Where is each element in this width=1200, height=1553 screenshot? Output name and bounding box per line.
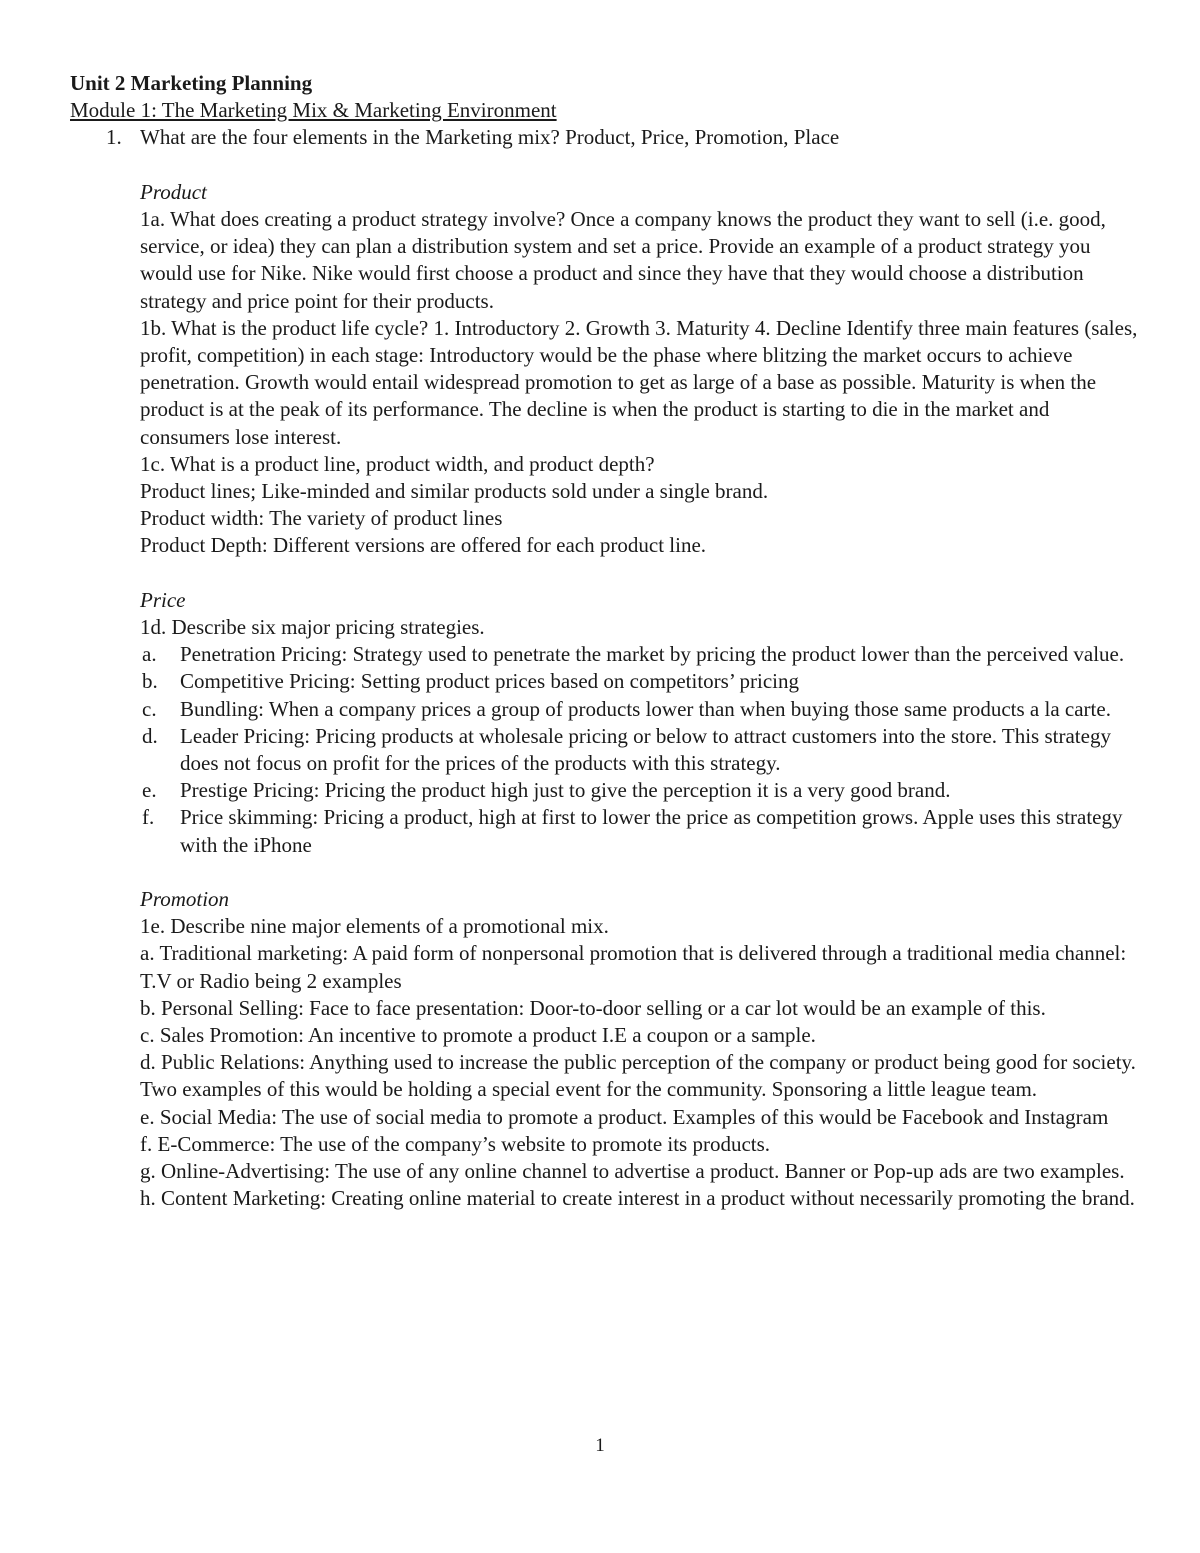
product-paragraph: Product width: The variety of product lines: [140, 506, 503, 531]
item-text: Penetration Pricing: Strategy used to penetrate the market by pricing the product lower than the perceived value.: [180, 642, 1125, 667]
item-letter: e.: [142, 778, 157, 803]
promotion-paragraph: h. Content Marketing: Creating online material to create interest in a product without necessarily promoting the brand.: [140, 1186, 1135, 1211]
product-heading: Product: [140, 179, 207, 204]
product-paragraph: Product Depth: Different versions are offered for each product line.: [140, 533, 707, 558]
promotion-paragraph: c. Sales Promotion: An incentive to promote a product I.E a coupon or a sample.: [140, 1023, 816, 1048]
product-paragraph: 1a. What does creating a product strategy involve? Once a company knows the product they want to sell (i.e. good, service, or idea) they can plan a distribution system and set a price. Provide an example of a product strategy you would use for Nike. Nike would first choose a product and since they have that they would choose a distribution strategy and price point for their products.: [140, 207, 1106, 313]
question-1: [70, 124, 1140, 151]
item-text: Competitive Pricing: Setting product prices based on competitors’ pricing: [180, 669, 799, 694]
product-paragraph: 1b. What is the product life cycle? 1. Introductory 2. Growth 3. Maturity 4. Decline Identify three main features (sales, profit, competition) in each stage: Introductory would be the phase where blitzing the market occurs to achieve penetration. Growth would entail widespread promotion to get as large of a base as possible. Maturity is when the product is at the peak of its performance. The decline is when the product is starting to die in the market and consumers lose interest.: [140, 315, 1138, 449]
product-paragraph: Product lines; Like-minded and similar products sold under a single brand.: [140, 479, 769, 504]
promotion-paragraph: g. Online-Advertising: The use of any online channel to advertise a product. Banner or Pop-up ads are two examples.: [140, 1159, 1125, 1184]
item-letter: a.: [142, 642, 157, 667]
item-text: Prestige Pricing: Pricing the product high just to give the perception it is a very good brand.: [180, 778, 951, 803]
product-paragraph: 1c. What is a product line, product width, and product depth?: [140, 451, 655, 476]
pricing-item: [140, 696, 1140, 723]
module-heading: Module 1: The Marketing Mix & Marketing Environment: [70, 98, 557, 123]
promotion-paragraph: d. Public Relations: Anything used to increase the public perception of the company or product being good for society. Two examples of this would be holding a special event for the community. Sponsoring a little league team.: [140, 1050, 1136, 1102]
document-title: Unit 2 Marketing Planning: [70, 71, 313, 95]
item-letter: b.: [142, 669, 158, 694]
item-text: Leader Pricing: Pricing products at wholesale pricing or below to attract customers into the store. This strategy does not focus on profit for the prices of the products with this strategy.: [180, 723, 1111, 776]
question-text: What are the four elements in the Marketing mix? Product, Price, Promotion, Place: [140, 125, 840, 150]
price-intro: 1d. Describe six major pricing strategies.: [140, 615, 485, 640]
item-letter: c.: [142, 696, 157, 721]
answer-body: [140, 152, 1140, 1213]
document-page: [70, 70, 1140, 1212]
item-text: Bundling: When a company prices a group of products lower than when buying those same products a la carte.: [180, 696, 1111, 721]
promotion-paragraph: b. Personal Selling: Face to face presentation: Door-to-door selling or a car lot would be an example of this.: [140, 995, 1046, 1020]
pricing-item: [140, 804, 1140, 858]
pricing-item: [140, 668, 1140, 695]
pricing-item: [140, 723, 1140, 777]
promotion-paragraph: a. Traditional marketing: A paid form of nonpersonal promotion that is delivered through a traditional media channel: T.V or Radio being 2 examples: [140, 941, 1127, 993]
pricing-item: [140, 777, 1140, 804]
item-letter: f.: [142, 805, 155, 830]
pricing-item: [140, 641, 1140, 668]
item-text: Price skimming: Pricing a product, high at first to lower the price as competition grows. Apple uses this strategy with the iPhone: [180, 805, 1123, 857]
promotion-paragraph: e. Social Media: The use of social media to promote a product. Examples of this would be Facebook and Instagram: [140, 1104, 1109, 1129]
promotion-paragraph: 1e. Describe nine major elements of a promotional mix.: [140, 914, 609, 939]
item-letter: d.: [142, 723, 158, 748]
price-heading: Price: [140, 587, 186, 612]
promotion-heading: Promotion: [140, 887, 230, 912]
promotion-paragraph: f. E-Commerce: The use of the company’s website to promote its products.: [140, 1131, 771, 1156]
page-number: 1: [595, 1435, 605, 1456]
question-number: 1.: [106, 125, 122, 150]
